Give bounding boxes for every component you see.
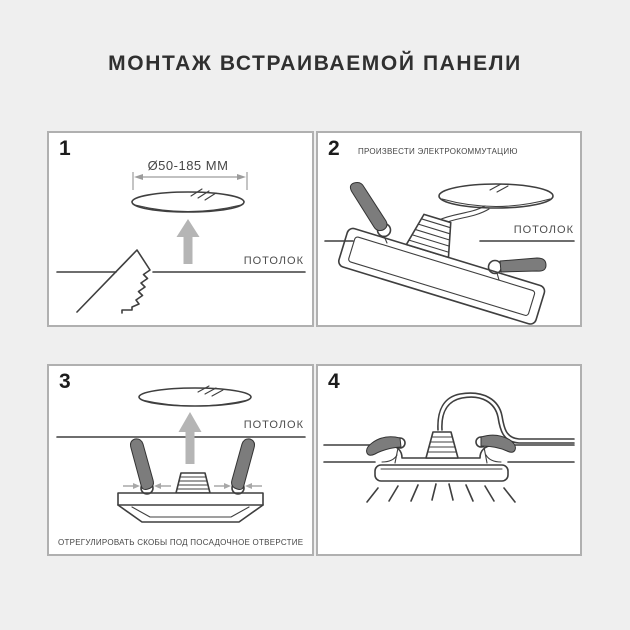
step-panel-1 bbox=[47, 131, 314, 327]
step-number: 2 bbox=[328, 137, 340, 160]
ceiling-label: ПОТОЛОК bbox=[243, 255, 304, 267]
step-panel-3 bbox=[47, 364, 314, 556]
spring-clip-right bbox=[476, 435, 515, 463]
spring-clip-right bbox=[489, 258, 547, 280]
saw-icon bbox=[77, 250, 150, 313]
step4-illustration bbox=[318, 366, 580, 554]
page-title: МОНТАЖ ВСТРАИВАЕМОЙ ПАНЕЛИ bbox=[108, 52, 522, 75]
round-panel-disc bbox=[139, 386, 251, 406]
step-panel-2 bbox=[316, 131, 582, 327]
up-arrow-icon bbox=[177, 219, 200, 264]
round-panel-disc bbox=[132, 189, 244, 212]
driver-box bbox=[176, 473, 210, 493]
step-caption: ОТРЕГУЛИРОВАТЬ СКОБЫ ПОД ПОСАДОЧНОЕ ОТВЕРСТИЕ bbox=[58, 538, 304, 547]
ceiling-label: ПОТОЛОК bbox=[513, 224, 574, 236]
round-panel-disc bbox=[439, 184, 553, 208]
step-panel-4 bbox=[316, 364, 582, 556]
step3-illustration bbox=[49, 366, 312, 554]
dimension-label: Ø50-185 ММ bbox=[147, 158, 229, 173]
step-number: 4 bbox=[328, 370, 340, 393]
driver-box bbox=[426, 432, 458, 458]
ceiling-label: ПОТОЛОК bbox=[243, 419, 304, 431]
step-number: 3 bbox=[59, 370, 71, 393]
light-rays-icon bbox=[367, 484, 515, 502]
up-arrow-icon bbox=[179, 412, 202, 464]
wire bbox=[438, 393, 574, 443]
dimension-arrow-icon bbox=[133, 172, 247, 190]
flange bbox=[375, 465, 508, 481]
step-caption: ПРОИЗВЕСТИ ЭЛЕКТРОКОММУТАЦИЮ bbox=[358, 147, 518, 156]
step-number: 1 bbox=[59, 137, 71, 160]
